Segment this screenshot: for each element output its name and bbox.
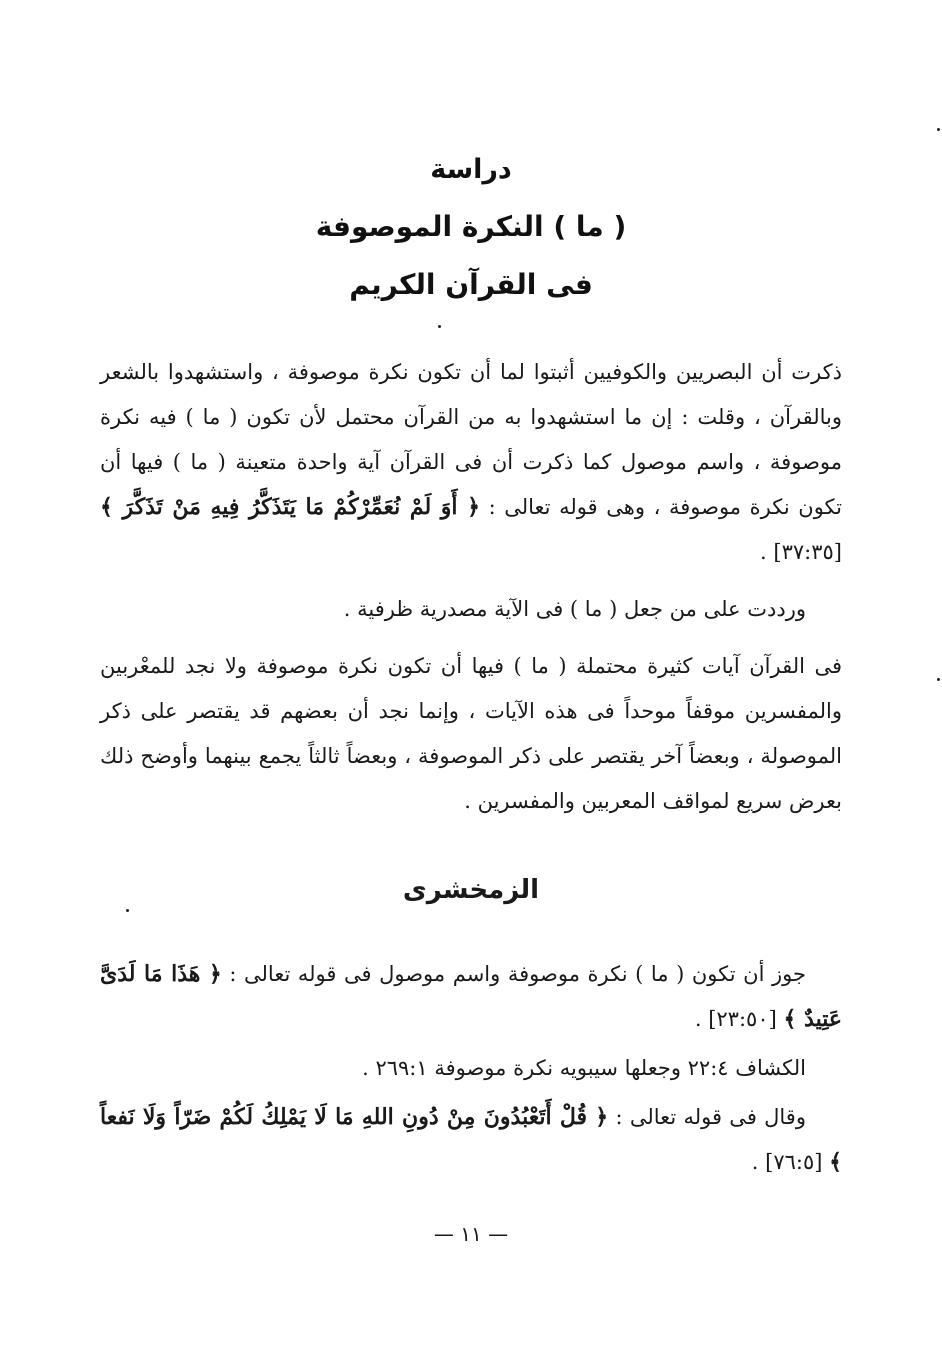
quran-verse: ﴿ أَوَ لَمْ نُعَمِّرْكُمْ مَا يَتَذَكَّرُ فِيهِ مَنْ تَذَكَّرَ ﴾: [100, 494, 480, 520]
scan-speck: [937, 678, 940, 681]
title-line-1: دراسة: [430, 154, 512, 185]
document-page: [100, 150, 842, 1185]
quran-verse: ﴿ قُلْ أَتَعْبُدُونَ مِنْ دُونِ اللهِ مَا لَا يَمْلِكُ لَكُمْ ضَرّاً وَلَا نَفعاً ﴾: [100, 1104, 842, 1175]
scan-speck: [438, 325, 441, 328]
quran-verse: ﴿ هَذَا مَا لَدَىَّ عَتِيدٌ ﴾: [100, 961, 842, 1032]
section-paragraph-1-text: جوز أن تكون ( ما ) نكرة موصوفة واسم موصول فى قوله تعالى :: [221, 962, 806, 986]
intro-paragraph-1-text: ذكرت أن البصريين والكوفيين أثبتوا لما أن تكون نكرة موصوفة ، واستشهدوا بالشعر وبالقرآن ، وقلت : إن ما استشهدوا به من القرآن محتمل لأن تكون ( ما ) فيه نكرة موصوفة ، واسم موصول كما ذكرت أن فى القرآن آية واحدة متعينة ( ما ) فيها أن تكون نكرة موصوفة ، وهى قوله تعالى :: [100, 360, 842, 519]
page-number: — ١١ —: [433, 1222, 509, 1246]
section-paragraph-3-text: وقال فى قوله تعالى :: [608, 1105, 806, 1129]
section-paragraph-1: [100, 952, 842, 1042]
scan-speck: [126, 909, 129, 912]
verse-reference: [٧٦:٥] .: [751, 1150, 830, 1174]
scan-speck: [937, 128, 940, 131]
verse-reference: [٢٣:٥٠] .: [694, 1007, 784, 1031]
section-paragraph-3: [100, 1095, 842, 1185]
intro-paragraph-3: فى القرآن آيات كثيرة محتملة ( ما ) فيها أن تكون نكرة موصوفة ولا نجد للمعْربين والمفسرين موقفاً موحداً فى هذه الآيات ، وإنما نجد أن بعضهم قد يقتصر على ذكر الموصولة ، وبعضاً آخر يقتصر على ذكر الموصوفة ، وبعضاً ثالثاً يجمع بينهما وأوضح ذلك بعرض سريع لمواقف المعربين والمفسرين .: [100, 654, 842, 813]
verse-reference: [٣٧:٣٥] .: [760, 540, 842, 564]
title-block: [100, 150, 842, 306]
section-heading: الزمخشرى: [402, 875, 540, 905]
intro-paragraph-2: ورددت على من جعل ( ما ) فى الآية مصدرية ظرفية .: [343, 597, 806, 621]
title-line-3: فى القرآن الكريم: [349, 268, 593, 301]
title-line-2: ( ما ) النكرة الموصوفة: [315, 210, 627, 243]
intro-paragraph-1: [100, 350, 842, 575]
section-paragraph-2: الكشاف ٢٢:٤ وجعلها سيبويه نكرة موصوفة ٢٦٩:١ .: [362, 1056, 806, 1080]
